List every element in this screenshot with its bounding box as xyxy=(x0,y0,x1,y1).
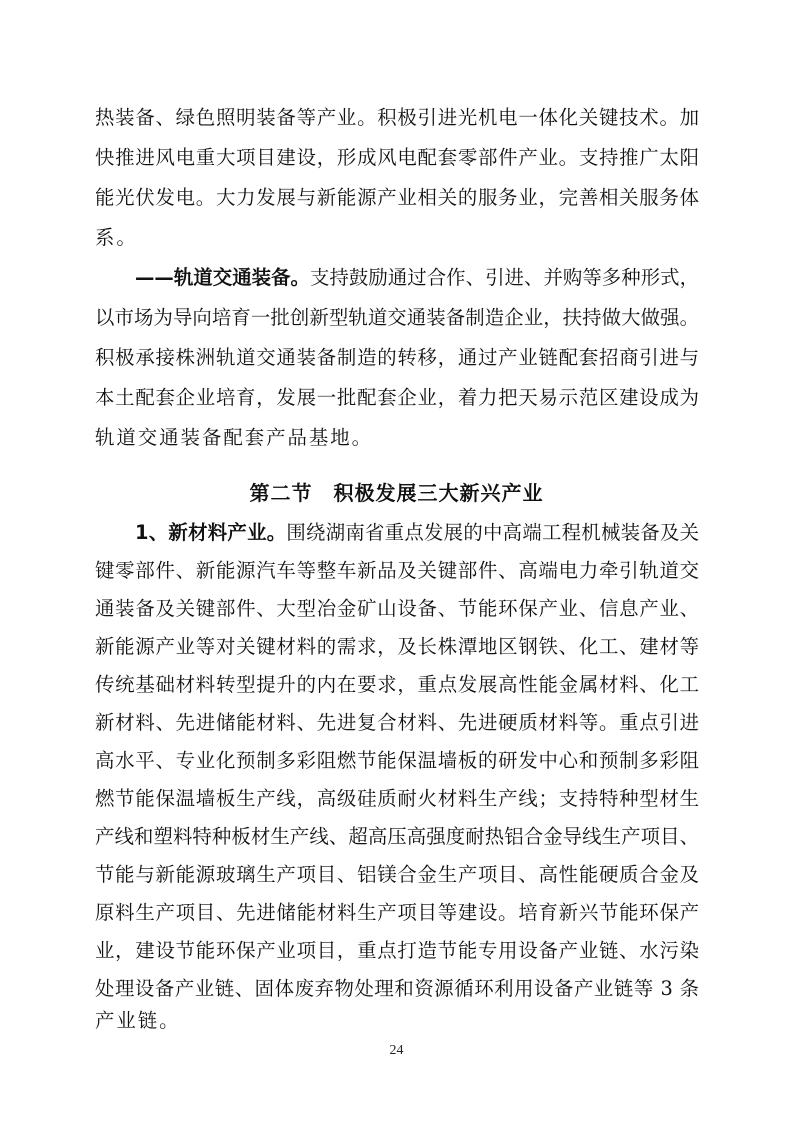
text-line: 处理设备产业链、固体废弃物处理和资源循环利用设备产业链等 3 条 xyxy=(95,977,699,1000)
paragraph-lead-title: ——轨道交通装备。 xyxy=(135,266,311,289)
text-span: 围绕湖南省重点发展的中高端工程机械装备及关 xyxy=(286,521,699,544)
text-line: 业，建设节能环保产业项目，重点打造节能专用设备产业链、水污染 xyxy=(95,939,699,962)
text-line: 键零部件、新能源汽车等整车新品及关键部件、高端电力牵引轨道交 xyxy=(95,559,699,582)
text-line: 产业链。 xyxy=(95,1009,181,1032)
text-line: 热装备、绿色照明装备等产业。积极引进光机电一体化关键技术。加 xyxy=(95,106,699,129)
text-line: 高水平、专业化预制多彩阻燃节能保温墙板的研发中心和预制多彩阻 xyxy=(95,749,699,772)
text-line xyxy=(135,516,699,550)
text-line: 快推进风电重大项目建设，形成风电配套零部件产业。支持推广太阳 xyxy=(95,146,699,169)
text-line: 能光伏发电。大力发展与新能源产业相关的服务业，完善相关服务体 xyxy=(95,186,699,209)
text-line: 积极承接株洲轨道交通装备制造的转移，通过产业链配套招商引进与 xyxy=(95,346,699,369)
text-line: 燃节能保温墙板生产线，高级硅质耐火材料生产线；支持特种型材生 xyxy=(95,787,699,810)
text-line: 节能与新能源玻璃生产项目、铝镁合金生产项目、高性能硬质合金及 xyxy=(95,863,699,886)
text-line: 轨道交通装备配套产品基地。 xyxy=(95,426,374,449)
text-line: 新材料、先进储能材料、先进复合材料、先进硬质材料等。重点引进 xyxy=(95,711,699,734)
text-line: 传统基础材料转型提升的内在要求，重点发展高性能金属材料、化工 xyxy=(95,673,699,696)
text-line: 以市场为导向培育一批创新型轨道交通装备制造企业，扶持做大做强。 xyxy=(95,306,699,329)
text-line: 原料生产项目、先进储能材料生产项目等建设。培育新兴节能环保产 xyxy=(95,901,699,924)
text-line: 系。 xyxy=(95,226,138,249)
text-line: 产线和塑料特种板材生产线、超高压高强度耐热铝合金导线生产项目、 xyxy=(95,825,699,848)
page-number: 24 xyxy=(389,1043,404,1058)
text-span: 支持鼓励通过合作、引进、并购等多种形式， xyxy=(310,266,699,289)
paragraph-lead-title: 1、新材料产业。 xyxy=(135,521,287,544)
section-heading: 第二节 积极发展三大新兴产业 xyxy=(249,481,544,505)
text-line: 通装备及关键部件、大型冶金矿山设备、节能环保产业、信息产业、 xyxy=(95,597,699,620)
text-line xyxy=(135,261,699,295)
text-line: 本土配套企业培育，发展一批配套企业，着力把天易示范区建设成为 xyxy=(95,386,699,409)
text-line: 新能源产业等对关键材料的需求，及长株潭地区钢铁、化工、建材等 xyxy=(95,635,699,658)
